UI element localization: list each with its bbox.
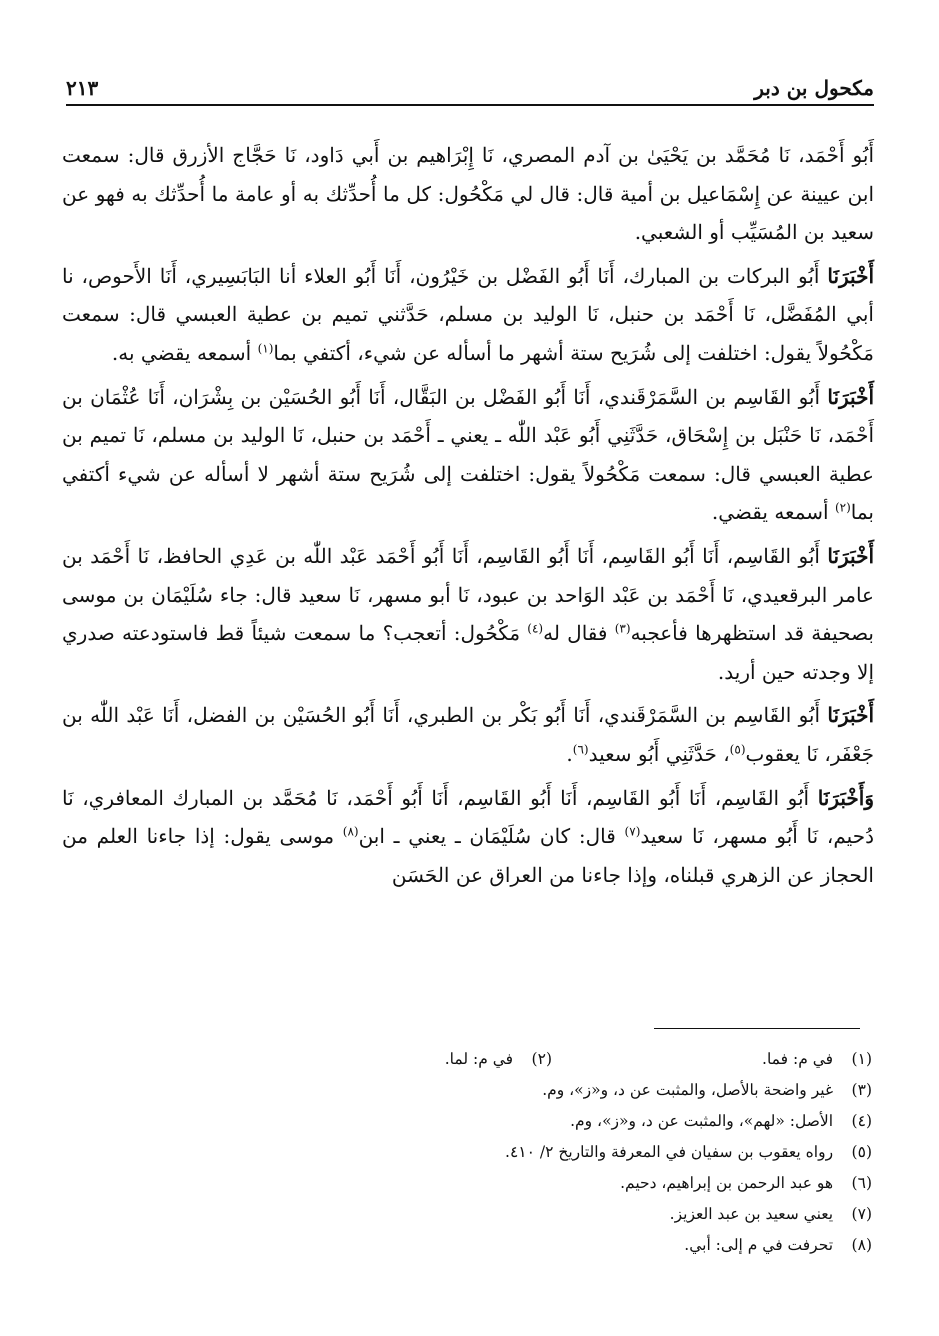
- footnote: [620, 1168, 872, 1199]
- footnote: [542, 1075, 872, 1106]
- footnote: [670, 1199, 872, 1230]
- footnote: [570, 1106, 872, 1137]
- paragraph-tail: أسمعه يقضي به.: [111, 340, 258, 365]
- footnote-line: [60, 1075, 872, 1106]
- paragraph-text: أَبُو القَاسِم، أَنَا أَبُو القَاسِم، أَنَا أَبُو القَاسِم، أَنَا أَبُو أَحْمَد، نَا مُحَمَّد بن المبارك المعافري، نَا دُحيم، نَا أَبُو مسهر، نَا سعيد: [62, 785, 874, 849]
- page-number: ٢١٣: [66, 76, 99, 100]
- paragraph-6: [62, 779, 874, 895]
- footnote-text: غير واضحة بالأصل، والمثبت عن د، و«ز»، وم.: [542, 1081, 834, 1099]
- paragraph-text: أَبُو أَحْمَد، نَا مُحَمَّد بن يَحْيَىٰ بن آدم المصري، نَا إِبْرَاهيم بن أَبي دَاود، نَا حَجَّاج الأزرق قال: سمعت ابن عيينة عن إِسْمَاعيل بن أمية قال: قال لي مَكْحُول: كل ما أُحدِّثك به أو عامة ما أُحدِّثك به فهو عن سعيد بن المُسَيِّب أو الشعبي.: [62, 143, 874, 245]
- paragraph-tail: قال: كان سُلَيْمَان ـ يعني ـ ابن: [358, 824, 625, 849]
- footnote-text: رواه يعقوب بن سفيان في المعرفة والتاريخ ٢/ ٤١٠.: [505, 1143, 834, 1161]
- footnote-text: هو عبد الرحمن بن إبراهيم، دحيم.: [620, 1174, 834, 1192]
- footnote-number: (٣): [851, 1081, 872, 1099]
- footnote-text: يعني سعيد بن عبد العزيز.: [669, 1205, 834, 1223]
- paragraph-tail-2: مَكْحُول: أتعجب؟ ما سمعت شيئاً قط فاستودعته صدري إلا وجدته حين أريد.: [62, 621, 874, 684]
- paragraph-tail-2: موسى يقول: إذا جاءنا العلم من الحجاز عن الزهري قبلناه، وإذا جاءنا من العراق عن الحَسَن: [62, 824, 874, 887]
- paragraph-2: [62, 257, 874, 373]
- main-text: [62, 136, 874, 899]
- footnote-ref: (٣): [614, 621, 631, 636]
- footnote-line: [60, 1137, 872, 1168]
- paragraph-tail: فقال له: [543, 621, 615, 646]
- paragraph-lead: أَخْبَرَنَا: [827, 263, 874, 288]
- footnote-ref: (٦): [572, 742, 589, 757]
- footnote-number: (٢): [531, 1050, 552, 1068]
- paragraph-tail: أسمعه يقضي.: [711, 500, 835, 525]
- footnotes: [60, 1044, 872, 1261]
- paragraph-tail-2: .: [566, 741, 573, 766]
- footnote-ref: (٨): [342, 824, 359, 839]
- paragraph-text: أَبُو القَاسِم بن السَّمَرْقَندي، أَنَا أَبُو بَكْر بن الطبري، أَنَا أَبُو الحُسَيْن بن الفضل، أَنَا عَبْد اللّٰه بن جَعْفَر، نَا يعقوب: [62, 703, 874, 766]
- footnote: [684, 1230, 872, 1261]
- footnote-text: في م: لما.: [444, 1050, 514, 1068]
- paragraph-4: [62, 537, 874, 691]
- footnote-line: [60, 1168, 872, 1199]
- footnote-separator: [654, 1028, 860, 1029]
- header-title: مكحول بن دبر: [754, 76, 874, 100]
- footnote-text: الأصل: «لهم»، والمثبت عن د، و«ز»، وم.: [570, 1112, 834, 1130]
- footnote-text: تحرفت في م إلى: أبي.: [684, 1236, 834, 1254]
- paragraph-3: [62, 378, 874, 532]
- running-header: [66, 66, 874, 100]
- footnote-text: في م: فما.: [762, 1050, 834, 1068]
- paragraph-lead: أَخْبَرَنَا: [827, 543, 874, 568]
- footnote-line: [60, 1199, 872, 1230]
- footnote-ref: (١): [257, 341, 274, 356]
- paragraph-tail: ، حَدَّثَنِي أَبُو سعيد: [588, 741, 730, 766]
- paragraph-text: أَبُو القَاسِم بن السَّمَرْقَندي، أَنَا أَبُو الفَضْل بن البَقَّال، أَنَا أَبُو الحُسَيْن بن بِشْرَان، أَنَا عُثْمَان بن أَحْمَد، نَا حَنْبَل بن إِسْحَاق، حَدَّثَنِي أَبُو عَبْد اللّٰه ـ يعني ـ أَحْمَد بن حنبل، نَا الوليد بن مسلم، نَا تميم بن عطية العبسي قال: سمعت مَكْحُولاً يقول: اختلفت إلى شُرَيح ستة أشهر لا أسأله عن شيء أكتفي بما: [62, 384, 874, 525]
- footnote-ref: (٤): [527, 621, 544, 636]
- footnote: [445, 1044, 552, 1075]
- footnote-number: (١): [851, 1050, 872, 1068]
- footnote-ref: (٢): [834, 500, 851, 515]
- footnote: [505, 1137, 872, 1168]
- header-rule: [66, 104, 874, 106]
- footnote-line: [60, 1044, 872, 1075]
- footnote: [552, 1044, 872, 1075]
- paragraph-text: أَبُو القَاسِم، أَنَا أَبُو القَاسِم، أَنَا أَبُو القَاسِم، أَنَا أَبُو أَحْمَد عَبْد اللّٰه بن عَدِي الحافظ، نَا أَحْمَد بن عامر البرقعيدي، نَا أَحْمَد بن عَبْد الوَاحد بن عبود، نَا أبو مسهر، نَا سعيد قال: جاء سُلَيْمَان بن موسى بصحيفة قد استظهرها فأعجبه: [62, 543, 874, 646]
- footnote-ref: (٧): [624, 824, 641, 839]
- footnote-number: (٨): [851, 1236, 872, 1254]
- footnote-number: (٤): [851, 1112, 872, 1130]
- paragraph-text: أَبُو البركات بن المبارك، أَنَا أَبُو الفَضْل بن خَيْرُون، أَنَا أَبُو العلاء أنا البَابَسِيري، أَنَا الأَحوص، نا أبي المُفَضَّل، نَا أَحْمَد بن حنبل، نَا الوليد بن مسلم، حَدَّثني تميم بن عطية العبسي قال: سمعت مَكْحُولاً يقول: اختلفت إلى شُرَيح ستة أشهر ما أسأله عن شيء، أكتفي بما: [62, 263, 874, 365]
- paragraph-lead: أَخْبَرَنَا: [827, 384, 874, 409]
- footnote-number: (٥): [851, 1143, 872, 1161]
- paragraph-1: [62, 136, 874, 252]
- footnote-number: (٦): [851, 1174, 872, 1192]
- footnote-ref: (٥): [729, 742, 746, 757]
- paragraph-lead: أَخْبَرَنَا: [827, 703, 874, 728]
- footnote-line: [60, 1106, 872, 1137]
- paragraph-5: [62, 696, 874, 773]
- footnote-number: (٧): [851, 1205, 872, 1223]
- footnote-line: [60, 1230, 872, 1261]
- paragraph-lead: وَأَخْبَرَنَا: [817, 785, 874, 810]
